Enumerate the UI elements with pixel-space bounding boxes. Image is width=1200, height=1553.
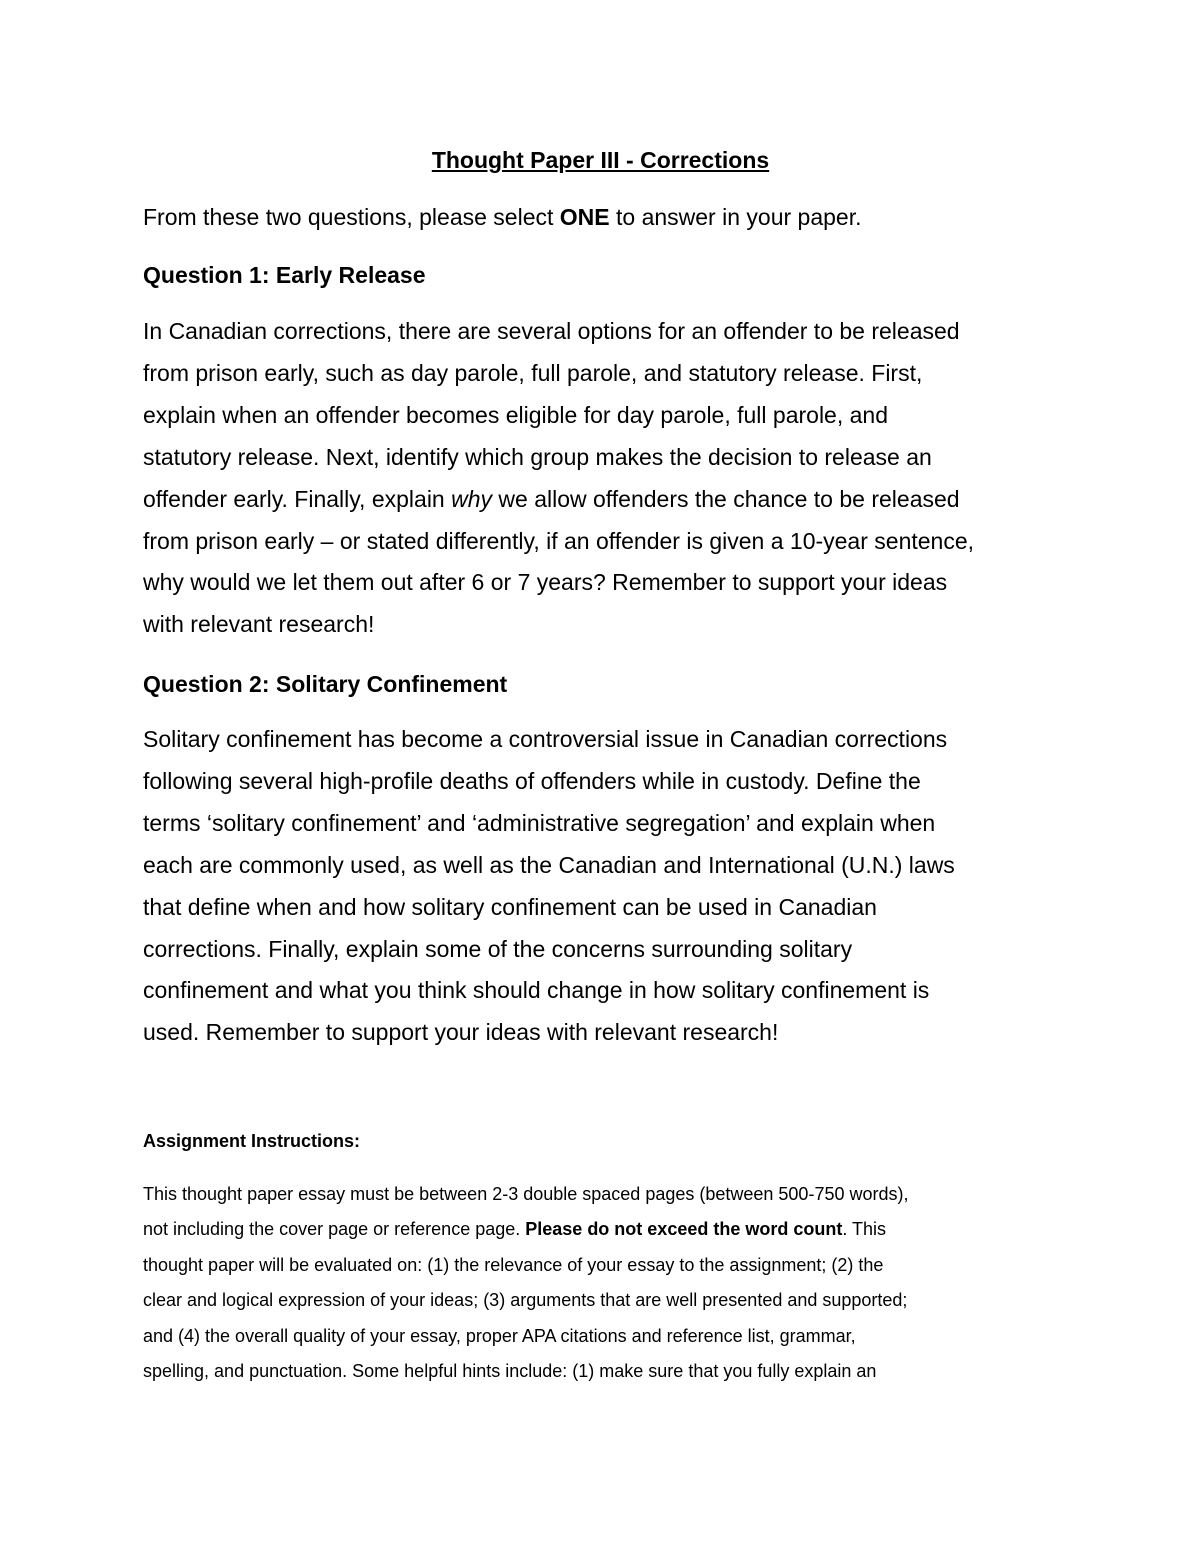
question2-body [143, 719, 1063, 1054]
question2-line: following several high-profile deaths of offenders while in custody. Define the [143, 767, 921, 794]
instructions-line: clear and logical expression of your ideas; (3) arguments that are well presented and supported; [143, 1290, 908, 1311]
document-title: Thought Paper III - Corrections [431, 147, 770, 173]
intro-emphasis: ONE [559, 204, 610, 230]
question1-why-emphasis: why [451, 485, 493, 512]
question2-line: terms ‘solitary confinement’ and ‘administrative segregation’ and explain when [143, 809, 936, 836]
question1-heading: Question 1: Early Release [143, 262, 426, 288]
question2-line: Solitary confinement has become a controversial issue in Canadian corrections [143, 726, 948, 752]
instructions-line2-end: . This [842, 1219, 887, 1240]
intro-text-end: to answer in your paper. [609, 204, 862, 230]
instructions-heading: Assignment Instructions: [143, 1131, 361, 1151]
question2-line: used. Remember to support your ideas with relevant research! [143, 1019, 779, 1046]
question2-line: corrections. Finally, explain some of the concerns surrounding solitary [143, 935, 853, 962]
instructions-line: and (4) the overall quality of your essay, proper APA citations and reference list, grammar, [143, 1325, 856, 1346]
word-count-warning: Please do not exceed the word count [525, 1219, 843, 1240]
question1-line: from prison early, such as day parole, full parole, and statutory release. First, [143, 359, 923, 386]
question2-line: that define when and how solitary confinement can be used in Canadian [143, 893, 877, 920]
question1-line: In Canadian corrections, there are several options for an offender to be released [143, 318, 960, 344]
instructions-line2-start: not including the cover page or reference page. [143, 1219, 526, 1240]
question1-line: from prison early – or stated differently, if an offender is given a 10-year sentence, [143, 527, 975, 554]
question1-line5-start: offender early. Finally, explain [143, 485, 452, 512]
question1-line: explain when an offender becomes eligible for day parole, full parole, and [143, 401, 889, 428]
question2-line: confinement and what you think should change in how solitary confinement is [143, 977, 930, 1004]
question1-line [143, 479, 1063, 521]
question1-line: with relevant research! [143, 611, 375, 638]
question1-line: why would we let them out after 6 or 7 years? Remember to support your ideas [143, 569, 948, 596]
question1-line5-end: we allow offenders the chance to be released [492, 485, 960, 512]
instructions-line [143, 1212, 1063, 1247]
instructions-line: This thought paper essay must be between 2-3 double spaced pages (between 500-750 words), [143, 1184, 909, 1204]
question2-heading: Question 2: Solitary Confinement [143, 671, 508, 697]
question2-line: each are commonly used, as well as the Canadian and International (U.N.) laws [143, 851, 955, 878]
instructions-line: thought paper will be evaluated on: (1) the relevance of your essay to the assignment; (2) the [143, 1254, 884, 1275]
intro-paragraph [143, 201, 861, 233]
instructions-line: spelling, and punctuation. Some helpful hints include: (1) make sure that you fully explain an [143, 1361, 877, 1382]
intro-text-start: From these two questions, please select [143, 204, 560, 230]
instructions-body [143, 1177, 1063, 1389]
question1-line: statutory release. Next, identify which group makes the decision to release an [143, 443, 932, 470]
question1-body [143, 311, 1063, 646]
